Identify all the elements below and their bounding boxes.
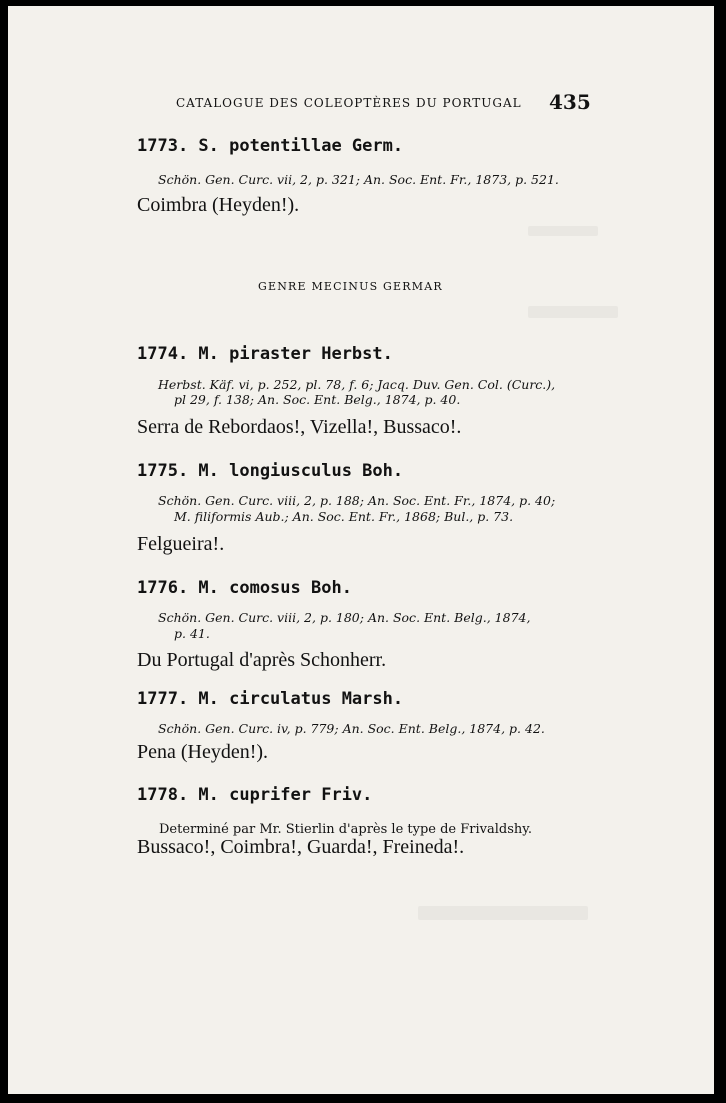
page-number: 435 xyxy=(549,90,591,114)
reference-line: Schön. Gen. Curc. vii, 2, p. 321; An. Soc. Ent. Fr., 1873, p. 521. xyxy=(158,172,559,187)
determination-note: Determiné par Mr. Stierlin d'après le type de Frivaldshy. xyxy=(159,822,533,837)
locality-text: Du Portugal d'après Schonherr. xyxy=(137,649,387,671)
entry-heading: 1775. M. longiusculus Boh. xyxy=(137,461,404,481)
document-page xyxy=(8,6,714,1094)
locality-text: Serra de Rebordaos!, Vizella!, Bussaco!. xyxy=(137,416,462,438)
entry-heading: 1774. M. piraster Herbst. xyxy=(137,344,393,364)
entry-heading: 1773. S. potentillae Germ. xyxy=(137,136,404,156)
bleed-through-mark xyxy=(418,906,588,920)
reference-line: pl 29, f. 138; An. Soc. Ent. Belg., 1874, p. 40. xyxy=(174,392,461,407)
entry-heading: 1777. M. circulatus Marsh. xyxy=(137,689,404,709)
locality-text: Pena (Heyden!). xyxy=(137,741,269,763)
reference-line: Schön. Gen. Curc. iv, p. 779; An. Soc. Ent. Belg., 1874, p. 42. xyxy=(158,721,545,736)
reference-line: M. filiformis Aub.; An. Soc. Ent. Fr., 1868; Bul., p. 73. xyxy=(174,509,514,524)
entry-heading: 1776. M. comosus Boh. xyxy=(137,578,352,598)
bleed-through-mark xyxy=(528,306,618,318)
reference-line: Herbst. Käf. vi, p. 252, pl. 78, f. 6; Jacq. Duv. Gen. Col. (Curc.), xyxy=(158,377,556,392)
bleed-through-mark xyxy=(528,226,598,236)
reference-line: Schön. Gen. Curc. viii, 2, p. 188; An. Soc. Ent. Fr., 1874, p. 40; xyxy=(158,493,556,508)
reference-line: p. 41. xyxy=(174,626,210,641)
running-header: CATALOGUE DES COLEOPTÈRES DU PORTUGAL xyxy=(176,96,522,110)
reference-line: Schön. Gen. Curc. viii, 2, p. 180; An. Soc. Ent. Belg., 1874, xyxy=(158,610,531,625)
genre-heading: GENRE MECINUS GERMAR xyxy=(258,280,443,293)
entry-heading: 1778. M. cuprifer Friv. xyxy=(137,785,373,805)
locality-text: Bussaco!, Coimbra!, Guarda!, Freineda!. xyxy=(137,836,465,858)
locality-text: Felgueira!. xyxy=(137,533,225,555)
locality-text: Coimbra (Heyden!). xyxy=(137,194,300,216)
